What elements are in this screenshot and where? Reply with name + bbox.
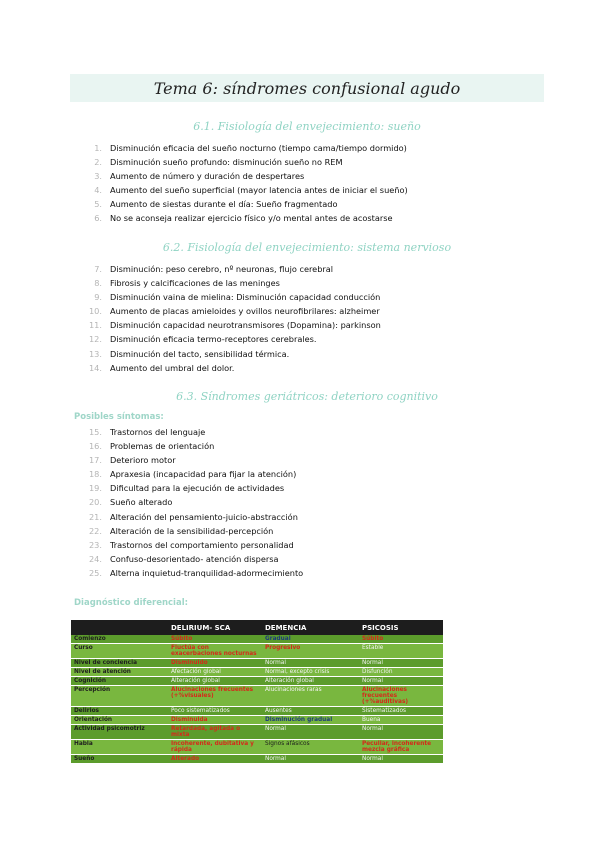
section-heading-1: 6.1. Fisiología del envejecimiento: sueño [193, 120, 421, 133]
list-item-text: Aumento del sueño superficial (mayor latencia antes de iniciar el sueño) [110, 185, 408, 196]
list-item-number: 10. [88, 306, 102, 317]
list-item-text: Alterna inquietud-tranquilidad-adormecimiento [110, 567, 304, 578]
list-item-text: Disminución: peso cerebro, nº neuronas, flujo cerebral [110, 264, 334, 274]
list-item-number: 2. [94, 157, 102, 168]
list-item-number: 8. [94, 278, 102, 289]
table-cell: Súbito [168, 635, 262, 644]
list-nervous-system [70, 262, 381, 375]
table-row [71, 725, 443, 740]
table-row [71, 716, 443, 725]
list-item-text: Trastornos del comportamiento personalidad [110, 539, 294, 550]
list-item [70, 361, 381, 375]
table-cell: Disminuida [168, 716, 262, 725]
list-item-text: No se aconseja realizar ejercicio físico y/o mental antes de acostarse [110, 213, 393, 224]
header-blank [71, 620, 168, 635]
table-cell: Buena [359, 716, 443, 725]
document-title: Tema 6: síndromes confusional agudo [153, 78, 461, 98]
table-cell: Alucinaciones frecuentes (+%auditivas) [359, 686, 443, 707]
list-item-number: 15. [88, 427, 102, 437]
list-item [70, 495, 303, 509]
section-heading-3: 6.3. Síndromes geriátricos: deterioro cognitivo [176, 390, 438, 403]
table-row [71, 755, 443, 764]
table-row [71, 644, 443, 659]
table-cell: Alterado [168, 755, 262, 764]
list-item [70, 332, 381, 346]
table-row-header: Habla [71, 740, 168, 755]
diagnosis-table [71, 620, 443, 764]
list-item [70, 439, 303, 453]
list-item [70, 155, 408, 169]
list-item-text: Disminución eficacia termo-receptores cerebrales. [110, 334, 317, 345]
table-cell: Normal [359, 677, 443, 686]
list-item-number: 1. [94, 143, 102, 153]
list-item-number: 19. [88, 483, 102, 494]
table-cell: Fluctúa con exacerbaciones nocturnas [168, 644, 262, 659]
list-item-number: 14. [88, 362, 102, 373]
list-item-text: Aumento de número y duración de despertares [110, 171, 305, 182]
list-item-number: 25. [88, 567, 102, 578]
table-cell: Estable [359, 644, 443, 659]
list-item-number: 3. [94, 171, 102, 182]
list-item-number: 17. [88, 455, 102, 466]
list-item-number: 21. [88, 511, 102, 522]
list-item [70, 524, 303, 538]
list-item-number: 9. [94, 292, 102, 303]
list-item-text: Disminución capacidad neurotransmisores (Dopamina): parkinson [110, 320, 381, 331]
list-item-text: Alteración de la sensibilidad-percepción [110, 525, 274, 536]
table-row-header: Nivel de conciencia [71, 659, 168, 668]
table-cell: Alucinaciones frecuentes (+%visuales) [168, 686, 262, 707]
list-item [70, 552, 303, 566]
table-cell: Normal [262, 725, 359, 740]
list-item [70, 169, 408, 183]
title-band [70, 74, 544, 102]
list-item [70, 510, 303, 524]
list-item-number: 18. [88, 469, 102, 480]
table-cell: Peculiar, incoherente mezcla gráfica [359, 740, 443, 755]
table-row [71, 686, 443, 707]
table-cell: Gradual [262, 635, 359, 644]
table-cell: Normal [359, 659, 443, 668]
table-cell: Poco sistematizados [168, 707, 262, 716]
table-cell: Progresivo [262, 644, 359, 659]
list-item-text: Apraxesia (incapacidad para fijar la atención) [110, 469, 297, 480]
possible-symptoms-label: Posibles síntomas: [74, 412, 164, 422]
list-item [70, 538, 303, 552]
list-item-text: Dificultad para la ejecución de actividades [110, 483, 285, 494]
table-row [71, 635, 443, 644]
list-item-number: 13. [88, 348, 102, 359]
table-cell: Incoherente, dubitativa y rápida [168, 740, 262, 755]
list-item-text: Disminución vaina de mielina: Disminución capacidad conducción [110, 292, 381, 303]
table-cell: Retardada, agitada o mixta [168, 725, 262, 740]
table-row [71, 668, 443, 677]
list-item-number: 23. [88, 539, 102, 550]
table-cell: Normal [262, 659, 359, 668]
list-item [70, 347, 381, 361]
table-row [71, 659, 443, 668]
table-cell: Disfunción [359, 668, 443, 677]
list-item-text: Alteración del pensamiento-juicio-abstracción [110, 511, 298, 522]
table-cell: Sistematizados [359, 707, 443, 716]
table-cell: Ausentes [262, 707, 359, 716]
list-item [70, 262, 381, 276]
list-item [70, 566, 303, 580]
list-item-number: 5. [94, 199, 102, 210]
table-cell: Normal [359, 755, 443, 764]
list-item-text: Aumento de placas amieloides y ovillos neurofibrilares: alzheimer [110, 306, 380, 317]
list-item [70, 211, 408, 225]
section-heading-2: 6.2. Fisiología del envejecimiento: sistema nervioso [162, 241, 452, 254]
list-item-number: 16. [88, 441, 102, 452]
table-row [71, 707, 443, 716]
table-row-header: Nivel de atención [71, 668, 168, 677]
list-item [70, 467, 303, 481]
list-item-text: Problemas de orientación [110, 441, 215, 452]
list-item [70, 481, 303, 495]
table-row-header: Sueño [71, 755, 168, 764]
list-item [70, 425, 303, 439]
table-row-header: Percepción [71, 686, 168, 707]
list-item-text: Disminución eficacia del sueño nocturno (tiempo cama/tiempo dormido) [110, 143, 407, 153]
list-item-number: 20. [88, 497, 102, 508]
header-demencia: DEMENCIA [262, 620, 359, 635]
list-item-number: 12. [88, 334, 102, 345]
table-row-header: Curso [71, 644, 168, 659]
table-cell: Disminuido [168, 659, 262, 668]
table-cell: Normal [262, 755, 359, 764]
list-item [70, 304, 381, 318]
table-cell: Normal, excepto crisis [262, 668, 359, 677]
table-row-header: Cognición [71, 677, 168, 686]
table-cell: Disminución gradual [262, 716, 359, 725]
table-row-header: Actividad psicomotriz [71, 725, 168, 740]
list-item [70, 183, 408, 197]
diagnosis-header-row [71, 620, 443, 635]
list-item-text: Trastornos del lenguaje [110, 427, 206, 437]
table-row-header: Delirios [71, 707, 168, 716]
list-item-number: 22. [88, 525, 102, 536]
list-item-text: Sueño alterado [110, 497, 173, 508]
list-item [70, 318, 381, 332]
table-cell: Afectación global [168, 668, 262, 677]
header-delirium: DELIRIUM- SCA [168, 620, 262, 635]
list-item-text: Fibrosis y calcificaciones de las meninges [110, 278, 280, 289]
list-item-text: Aumento del umbral del dolor. [110, 362, 235, 373]
table-cell: Alucinaciones raras [262, 686, 359, 707]
list-item-number: 24. [88, 553, 102, 564]
list-item-text: Aumento de siestas durante el día: Sueño fragmentado [110, 199, 338, 210]
list-item-text: Disminución del tacto, sensibilidad térmica. [110, 348, 290, 359]
table-cell: Alteración global [262, 677, 359, 686]
list-item-text: Confuso-desorientado- atención dispersa [110, 553, 279, 564]
list-item [70, 197, 408, 211]
table-row-header: Comienzo [71, 635, 168, 644]
table-row-header: Orientación [71, 716, 168, 725]
table-cell: Signos afásicos [262, 740, 359, 755]
list-item-text: Disminución sueño profundo: disminución sueño no REM [110, 157, 343, 168]
list-item [70, 141, 408, 155]
list-item-number: 7. [94, 264, 102, 274]
table-cell: Súbito [359, 635, 443, 644]
diagnosis-body [71, 635, 443, 764]
list-symptoms [70, 425, 303, 580]
list-item-number: 11. [88, 320, 102, 331]
table-cell: Normal [359, 725, 443, 740]
list-item-number: 6. [94, 213, 102, 224]
table-row [71, 740, 443, 755]
table-row [71, 677, 443, 686]
differential-diagnosis-label: Diagnóstico diferencial: [74, 598, 189, 608]
list-item [70, 290, 381, 304]
list-sleep [70, 141, 408, 226]
list-item [70, 453, 303, 467]
list-item-number: 4. [94, 185, 102, 196]
list-item [70, 276, 381, 290]
header-psicosis: PSICOSIS [359, 620, 443, 635]
list-item-text: Deterioro motor [110, 455, 176, 466]
table-cell: Alteración global [168, 677, 262, 686]
